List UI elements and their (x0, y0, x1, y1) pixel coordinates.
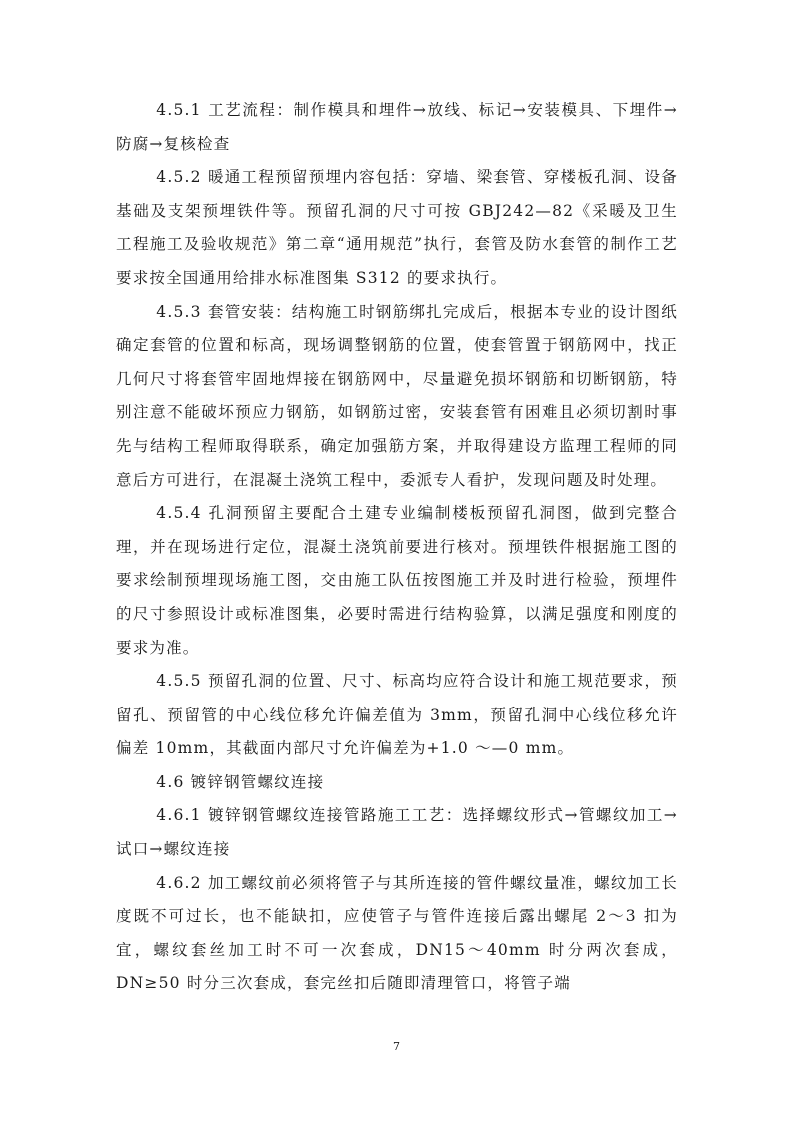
paragraph-4-6-2: 4.6.2 加工螺纹前必须将管子与其所连接的管件螺纹量准，螺纹加工长度既不可过长，也不能缺扣，应使管子与管件连接后露出螺尾 2～3 扣为宜，螺纹套丝加工时不可一次套成，DN15～40mm 时分两次套成，DN≥50 时分三次套成，套完丝扣后随即清理管口，将管子端 (116, 873, 678, 993)
paragraph-4-5-5: 4.5.5 预留孔洞的位置、尺寸、标高均应符合设计和施工规范要求，预留孔、预留管的中心线位移允许偏差值为 3mm，预留孔洞中心线位移允许偏差 10mm，其截面内部尺寸允许偏差为+1.0 ～—0 mm。 (116, 672, 678, 758)
paragraph-4-5-2: 4.5.2 暖通工程预留预埋内容包括：穿墙、梁套管、穿楼板孔洞、设备基础及支架预埋铁件等。预留孔洞的尺寸可按 GBJ242—82《采暖及卫生工程施工及验收规范》第二章“通用规范”执行，套管及防水套管的制作工艺要求按全国通用给排水标准图集 S312 的要求执行。 (116, 168, 678, 287)
paragraph-4-6-1: 4.6.1 镀锌钢管螺纹连接管路施工工艺：选择螺纹形式→管螺纹加工→试口→螺纹连接 (116, 806, 678, 859)
paragraph-4-5-4: 4.5.4 孔洞预留主要配合土建专业编制楼板预留孔洞图，做到完整合理，并在现场进行定位，混凝土浇筑前要进行核对。预埋铁件根据施工图的要求绘制预埋现场施工图，交由施工队伍按图施工并及时进行检验，预埋件的尺寸参照设计或标准图集，必要时需进行结构验算，以满足强度和刚度的要求为准。 (116, 504, 678, 657)
section-heading-4-6: 4.6 镀锌钢管螺纹连接 (156, 772, 325, 791)
paragraph-4-5-1: 4.5.1 工艺流程：制作模具和埋件→放线、标记→安装模具、下埋件→防腐→复核检查 (116, 101, 678, 153)
document-body (116, 94, 678, 1001)
paragraph-4-5-3: 4.5.3 套管安装：结构施工时钢筋绑扎完成后，根据本专业的设计图纸确定套管的位置和标高，现场调整钢筋的位置，使套管置于钢筋网中，找正几何尺寸将套管牢固地焊接在钢筋网中，尽量避免损坏钢筋和切断钢筋，特别注意不能破坏预应力钢筋，如钢筋过密，安装套管有困难且必须切割时事先与结构工程师取得联系，确定加强筋方案，并取得建设方监理工程师的同意后方可进行，在混凝土浇筑工程中，委派专人看护，发现问题及时处理。 (116, 302, 678, 489)
page-number: 7 (393, 1040, 400, 1053)
